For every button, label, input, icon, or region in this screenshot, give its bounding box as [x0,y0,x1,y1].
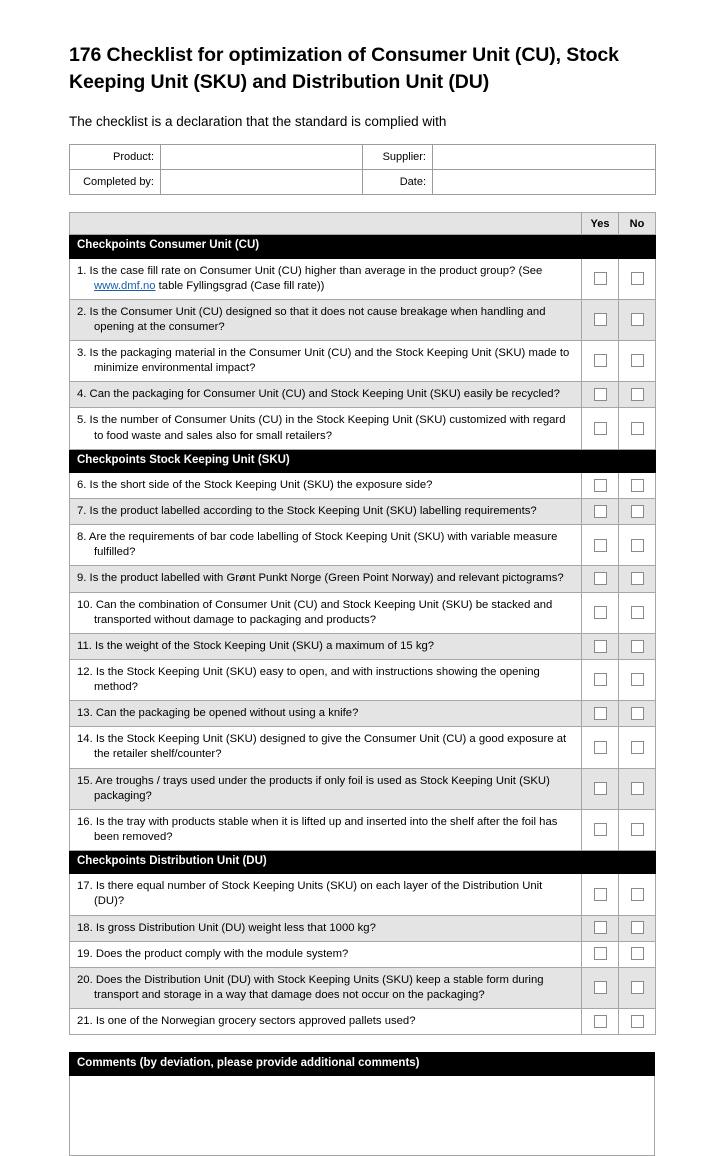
checkbox-yes[interactable] [594,823,607,836]
checklist-item-text: 9. Is the product labelled with Grønt Punkt Norge (Green Point Norway) and relevant pictograms? [70,566,582,592]
page-subtitle: The checklist is a declaration that the standard is complied with [69,113,447,129]
checklist-item-text: 1. Is the case fill rate on Consumer Unit (CU) higher than average in the product group? (See www.dmf.no table Fyllingsgrad (Case fill rate)) [70,258,582,299]
checkbox-no[interactable] [631,707,644,720]
checklist-item-text: 16. Is the tray with products stable when it is lifted up and inserted into the shelf after the foil has been removed? [70,809,582,850]
checklist-item-text: 7. Is the product labelled according to the Stock Keeping Unit (SKU) labelling requirements? [70,499,582,525]
no-column-header: No [619,213,656,235]
checkbox-no[interactable] [631,422,644,435]
checkbox-cell-no[interactable] [619,809,656,850]
checkbox-yes[interactable] [594,479,607,492]
checkbox-cell-yes[interactable] [582,1009,619,1035]
checkbox-cell-no[interactable] [619,915,656,941]
checkbox-yes[interactable] [594,505,607,518]
checklist-item-row [70,341,656,382]
checkbox-cell-no[interactable] [619,874,656,915]
section-heading: Checkpoints Stock Keeping Unit (SKU) [70,449,656,472]
checklist-item-text: 10. Can the combination of Consumer Unit (CU) and Stock Keeping Unit (SKU) be stacked and transported without damage to packaging and products? [70,592,582,633]
checkbox-no[interactable] [631,1015,644,1028]
checkbox-cell-yes[interactable] [582,299,619,340]
checklist-item-text: 19. Does the product comply with the module system? [70,941,582,967]
checkbox-yes[interactable] [594,640,607,653]
checkbox-cell-no[interactable] [619,967,656,1008]
checkbox-cell-yes[interactable] [582,633,619,659]
checkbox-cell-yes[interactable] [582,768,619,809]
checkbox-no[interactable] [631,741,644,754]
checkbox-cell-yes[interactable] [582,659,619,700]
checkbox-cell-yes[interactable] [582,701,619,727]
checkbox-cell-no[interactable] [619,633,656,659]
checklist-item-text: 21. Is one of the Norwegian grocery sectors approved pallets used? [70,1009,582,1035]
checkbox-cell-no[interactable] [619,701,656,727]
checkbox-cell-no[interactable] [619,768,656,809]
checkbox-cell-yes[interactable] [582,941,619,967]
checklist-item-row [70,499,656,525]
checkbox-no[interactable] [631,640,644,653]
section-header-row [70,449,656,472]
section-header-row [70,851,656,874]
checkbox-yes[interactable] [594,606,607,619]
checklist-item-row [70,382,656,408]
date-label: Date: [363,170,433,195]
supplier-field[interactable] [433,145,656,170]
yes-column-header: Yes [582,213,619,235]
checkbox-yes[interactable] [594,572,607,585]
checkbox-no[interactable] [631,354,644,367]
checklist-item-text: 13. Can the packaging be opened without using a knife? [70,701,582,727]
checklist-item-row [70,915,656,941]
checklist-body [70,235,656,1035]
supplier-label: Supplier: [363,145,433,170]
checklist-item-text: 2. Is the Consumer Unit (CU) designed so that it does not cause breakage when handling and opening at the consumer? [70,299,582,340]
completed-by-label: Completed by: [70,170,161,195]
checklist-item-text: 18. Is gross Distribution Unit (DU) weight less that 1000 kg? [70,915,582,941]
checklist-item-row [70,472,656,498]
checkbox-no[interactable] [631,888,644,901]
checklist-item-row [70,874,656,915]
checkbox-cell-yes[interactable] [582,341,619,382]
checkbox-cell-no[interactable] [619,525,656,566]
checkbox-yes[interactable] [594,782,607,795]
meta-row-completed [70,170,656,195]
checklist-item-text: 15. Are troughs / trays used under the products if only foil is used as Stock Keeping Unit (SKU) packaging? [70,768,582,809]
checklist-item-text: 17. Is there equal number of Stock Keeping Units (SKU) on each layer of the Distribution Unit (DU)? [70,874,582,915]
checkbox-cell-yes[interactable] [582,408,619,449]
checklist-item-text: 8. Are the requirements of bar code labelling of Stock Keeping Unit (SKU) with variable measure fulfilled? [70,525,582,566]
product-field[interactable] [161,145,363,170]
checkbox-no[interactable] [631,921,644,934]
checkbox-yes[interactable] [594,707,607,720]
checkbox-cell-no[interactable] [619,299,656,340]
checkbox-cell-no[interactable] [619,659,656,700]
product-label: Product: [70,145,161,170]
checkbox-no[interactable] [631,505,644,518]
checkbox-cell-no[interactable] [619,499,656,525]
checkbox-yes[interactable] [594,354,607,367]
checkbox-no[interactable] [631,539,644,552]
checkbox-cell-yes[interactable] [582,874,619,915]
checkbox-yes[interactable] [594,313,607,326]
checklist-item-text: 12. Is the Stock Keeping Unit (SKU) easy to open, and with instructions showing the opening method? [70,659,582,700]
checkbox-cell-yes[interactable] [582,967,619,1008]
checklist-item-text: 5. Is the number of Consumer Units (CU) in the Stock Keeping Unit (SKU) customized with regard to food waste and sales also for small retailers? [70,408,582,449]
checklist-item-text: 20. Does the Distribution Unit (DU) with Stock Keeping Units (SKU) keep a stable form during transport and storage in a way that damage does not occur on the packaging? [70,967,582,1008]
checklist-item-row [70,1009,656,1035]
metadata-form-table [69,144,656,195]
checkbox-cell-no[interactable] [619,727,656,768]
checkbox-cell-yes[interactable] [582,592,619,633]
checkbox-cell-no[interactable] [619,341,656,382]
checkbox-no[interactable] [631,981,644,994]
checkbox-cell-no[interactable] [619,472,656,498]
checkbox-cell-yes[interactable] [582,382,619,408]
page-title: 176 Checklist for optimization of Consumer Unit (CU), Stock Keeping Unit (SKU) and Distribution Unit (DU) [69,44,619,93]
checkbox-yes[interactable] [594,422,607,435]
checklist-item-text: 3. Is the packaging material in the Consumer Unit (CU) and the Stock Keeping Unit (SKU) made to minimize environmental impact? [70,341,582,382]
checkbox-no[interactable] [631,947,644,960]
checkbox-no[interactable] [631,479,644,492]
checkbox-no[interactable] [631,388,644,401]
checklist-item-row [70,408,656,449]
comments-heading: Comments (by deviation, please provide additional comments) [69,1052,655,1076]
checkbox-no[interactable] [631,673,644,686]
checkbox-yes[interactable] [594,673,607,686]
checklist-table [69,212,656,1035]
checkbox-cell-yes[interactable] [582,915,619,941]
checklist-item-row [70,727,656,768]
checkbox-yes[interactable] [594,981,607,994]
checkbox-cell-no[interactable] [619,566,656,592]
checklist-item-row [70,592,656,633]
checklist-item-text: 11. Is the weight of the Stock Keeping Unit (SKU) a maximum of 15 kg? [70,633,582,659]
checkbox-cell-yes[interactable] [582,258,619,299]
comments-input[interactable] [69,1076,655,1156]
checkbox-cell-yes[interactable] [582,499,619,525]
checkbox-no[interactable] [631,823,644,836]
checklist-item-row [70,701,656,727]
checkbox-cell-yes[interactable] [582,472,619,498]
checkbox-cell-yes[interactable] [582,525,619,566]
checkbox-yes[interactable] [594,388,607,401]
section-heading: Checkpoints Consumer Unit (CU) [70,235,656,258]
checkbox-cell-no[interactable] [619,941,656,967]
date-field[interactable] [433,170,656,195]
checkbox-no[interactable] [631,272,644,285]
checkbox-yes[interactable] [594,272,607,285]
checkbox-yes[interactable] [594,539,607,552]
checkbox-cell-yes[interactable] [582,809,619,850]
checklist-item-row [70,768,656,809]
checklist-item-row [70,525,656,566]
checkbox-no[interactable] [631,313,644,326]
checkbox-no[interactable] [631,572,644,585]
checklist-item-row [70,967,656,1008]
checklist-item-text: 4. Can the packaging for Consumer Unit (CU) and Stock Keeping Unit (SKU) easily be recycled? [70,382,582,408]
meta-row-product [70,145,656,170]
checklist-item-text: 14. Is the Stock Keeping Unit (SKU) designed to give the Consumer Unit (CU) a good exposure at the retailer shelf/counter? [70,727,582,768]
checkbox-yes[interactable] [594,888,607,901]
checkbox-cell-yes[interactable] [582,566,619,592]
checklist-item-row [70,258,656,299]
comments-section [69,1052,655,1156]
checkbox-cell-no[interactable] [619,1009,656,1035]
external-link[interactable]: www.dmf.no [94,279,156,292]
section-heading: Checkpoints Distribution Unit (DU) [70,851,656,874]
checkbox-cell-no[interactable] [619,592,656,633]
checklist-header-row [70,213,656,235]
section-header-row [70,235,656,258]
checkbox-yes[interactable] [594,1015,607,1028]
checkbox-yes[interactable] [594,947,607,960]
checklist-item-row [70,633,656,659]
checklist-item-row [70,299,656,340]
checkbox-cell-no[interactable] [619,258,656,299]
checklist-item-text: 6. Is the short side of the Stock Keeping Unit (SKU) the exposure side? [70,472,582,498]
question-column-header [70,213,582,235]
checkbox-yes[interactable] [594,741,607,754]
checklist-item-row [70,809,656,850]
checkbox-cell-yes[interactable] [582,727,619,768]
checkbox-no[interactable] [631,782,644,795]
checklist-item-row [70,941,656,967]
checkbox-cell-no[interactable] [619,408,656,449]
checklist-item-row [70,659,656,700]
checklist-item-row [70,566,656,592]
checkbox-yes[interactable] [594,921,607,934]
checkbox-no[interactable] [631,606,644,619]
checkbox-cell-no[interactable] [619,382,656,408]
completed-by-field[interactable] [161,170,363,195]
